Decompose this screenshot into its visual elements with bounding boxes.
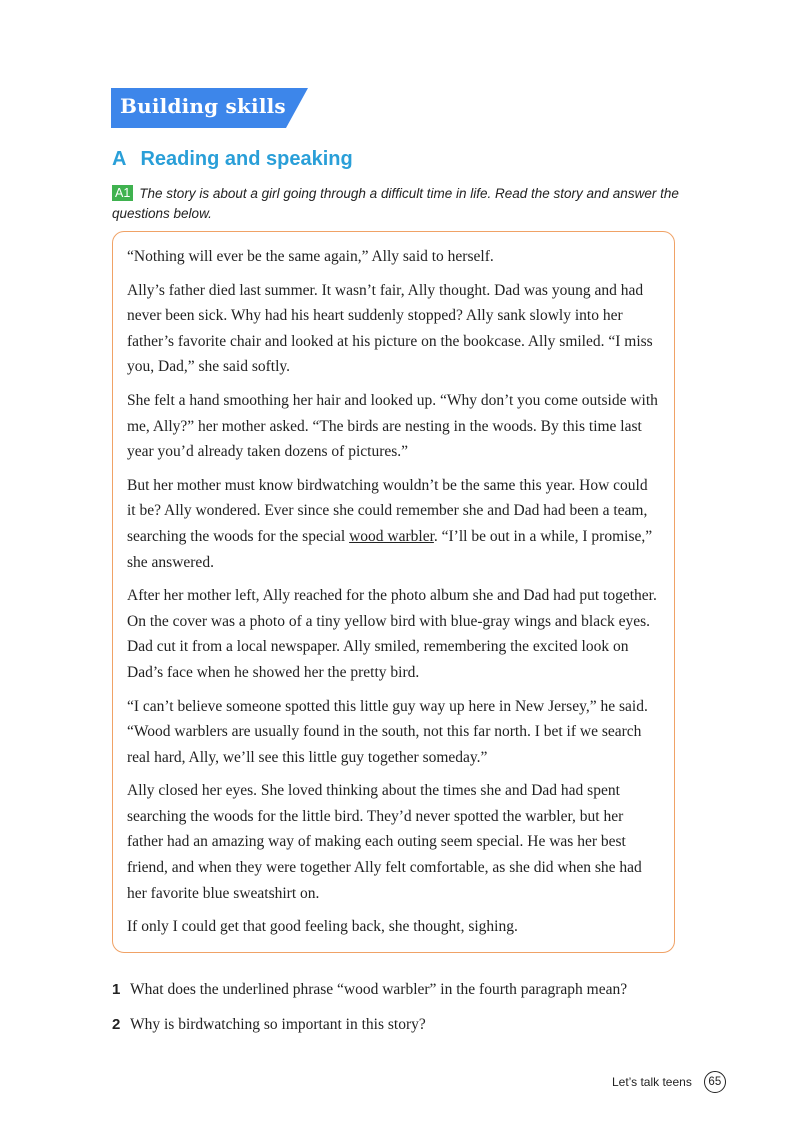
story-paragraph-2: Ally’s father died last summer. It wasn’t fair, Ally thought. Dad was young and had never been sick. Why had his heart suddenly stopped? Ally sank slowly into her father’s favorite chair and looked at his picture on the bookcase. Ally smiled. “I miss you, Dad,” she said softly. xyxy=(127,281,653,376)
question-text: Why is birdwatching so important in this story? xyxy=(130,1016,426,1033)
page-number: 65 xyxy=(704,1071,726,1093)
story-paragraph-5: After her mother left, Ally reached for the photo album she and Dad had put together. On the cover was a photo of a tiny yellow bird with blue-gray wings and black eyes. Dad cut it from a local newspaper. Ally smiled, remembering the excited look on Dad’s face when he showed her the pretty bird. xyxy=(127,587,657,681)
question-item xyxy=(112,977,672,1002)
question-item xyxy=(112,1012,672,1037)
banner-title: Building skills xyxy=(120,94,286,118)
story-paragraph-6: “I can’t believe someone spotted this little guy way up here in New Jersey,” he said. “Wood warblers are usually found in the south, not this far north. I bet if we search real hard, Ally, we’ll see this little guy together someday.” xyxy=(127,697,648,766)
story-paragraph-7: Ally closed her eyes. She loved thinking about the times she and Dad had spent searching the woods for the little bird. They’d never spotted the warbler, but her father had an amazing way of making each outing seem special. He was her best friend, and when they were together Ally felt comfortable, as she did when she had her favorite blue sweatshirt on. xyxy=(127,782,642,902)
section-banner xyxy=(111,88,308,128)
questions-list xyxy=(112,977,672,1047)
story-paragraph-3: She felt a hand smoothing her hair and looked up. “Why don’t you come outside with me, Ally?” her mother asked. “The birds are nesting in the woods. By this time last year you’d already taken dozens of pictures.” xyxy=(127,391,658,461)
question-number: 1 xyxy=(112,981,121,998)
story-paragraph-1: “Nothing will ever be the same again,” Ally said to herself. xyxy=(127,248,494,265)
instruction-text: The story is about a girl going through a difficult time in life. Read the story and answer the questions below. xyxy=(112,186,679,221)
task-instruction xyxy=(112,184,682,224)
story-paragraph-8: If only I could get that good feeling back, she thought, sighing. xyxy=(127,918,518,936)
question-text: What does the underlined phrase “wood warbler” in the fourth paragraph mean? xyxy=(130,981,628,998)
task-tag: A1 xyxy=(112,185,133,201)
section-letter: A xyxy=(112,148,127,170)
book-title: Let’s talk teens xyxy=(612,1075,692,1089)
question-number: 2 xyxy=(112,1016,121,1033)
story-paragraph-4 xyxy=(127,473,660,575)
section-title: Reading and speaking xyxy=(140,148,353,170)
page-footer xyxy=(612,1071,726,1093)
paragraph-4-end: . “I’ll be out in a while, I promise,” she answered. xyxy=(127,527,653,571)
story-box xyxy=(112,231,675,953)
section-heading xyxy=(112,148,353,171)
underlined-phrase: wood warbler xyxy=(349,527,434,545)
paragraph-4-start: But her mother must know birdwatching wouldn’t be the same this year. How could it be? Ally wondered. Ever since she could remember she and Dad had been a team, searching the woods for the special xyxy=(127,476,648,545)
